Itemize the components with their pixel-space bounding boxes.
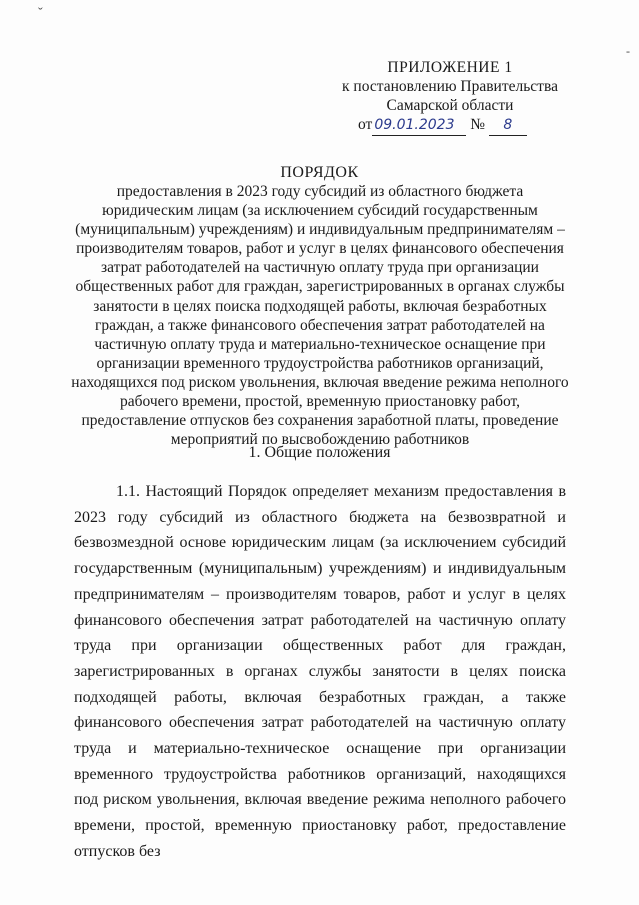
scan-mark-side: - [626, 44, 630, 58]
scan-mark-top: ˇ [38, 6, 43, 21]
appendix-title: ПРИЛОЖЕНИЕ 1 [387, 59, 513, 76]
handwritten-date: 09.01.2023 [372, 116, 466, 136]
section-paragraph: 1.1. Настоящий Порядок определяет механизм предоставления в 2023 году субсидий из областного бюджета на безвозвратной и безвозмездной основе юридическим лицам (за исключением субсидий государственным (муниципальным) учреждениям) и индивидуальным предпринимателям – производителям товаров, работ и услуг в целях финансового обеспечения затрат работодателей на частичную оплату труда при организации общественных работ для граждан, зарегистрированных в органах службы занятости в целях поиска подходящей работы, включая безработных граждан, а также финансового обеспечения затрат работодателей на частичную оплату труда и материально-техническое оснащение при организации временного трудоустройства работников организаций, находящихся под риском увольнения, включая введение режима неполного рабочего времени, простой, временную приостановку работ, предоставление отпусков без [74, 483, 566, 860]
appendix-resolution-line: к постановлению Правительства [342, 78, 558, 95]
number-prefix: № [470, 116, 485, 133]
section-heading: 1. Общие положения [248, 444, 391, 461]
appendix-date-number-line [330, 115, 570, 136]
appendix-region-line: Самарской области [386, 97, 514, 114]
order-subtitle: предоставления в 2023 году субсидий из областного бюджета юридическим лицам (за исключением субсидий государственным (муниципальным) учреждениям) и индивидуальным предпринимателям – производителям товаров, работ и услуг в целях финансового обеспечения затрат работодателей на частичную оплату труда при организации общественных работ для граждан, зарегистрированных в органах службы занятости в целях поиска подходящей работы, включая безработных граждан, а также финансового обеспечения затрат работодателей на частичную оплату труда и материально-техническое оснащение при организации временного трудоустройства работников организаций, находящихся под риском увольнения, включая введение режима неполного рабочего времени, простой, временную приостановку работ, предоставление отпусков без сохранения заработной платы, проведение мероприятий по высвобождению работников [71, 183, 569, 449]
appendix-block [330, 58, 570, 136]
order-title: ПОРЯДОК [280, 164, 359, 181]
date-prefix: от [358, 116, 373, 133]
handwritten-number: 8 [489, 116, 527, 136]
